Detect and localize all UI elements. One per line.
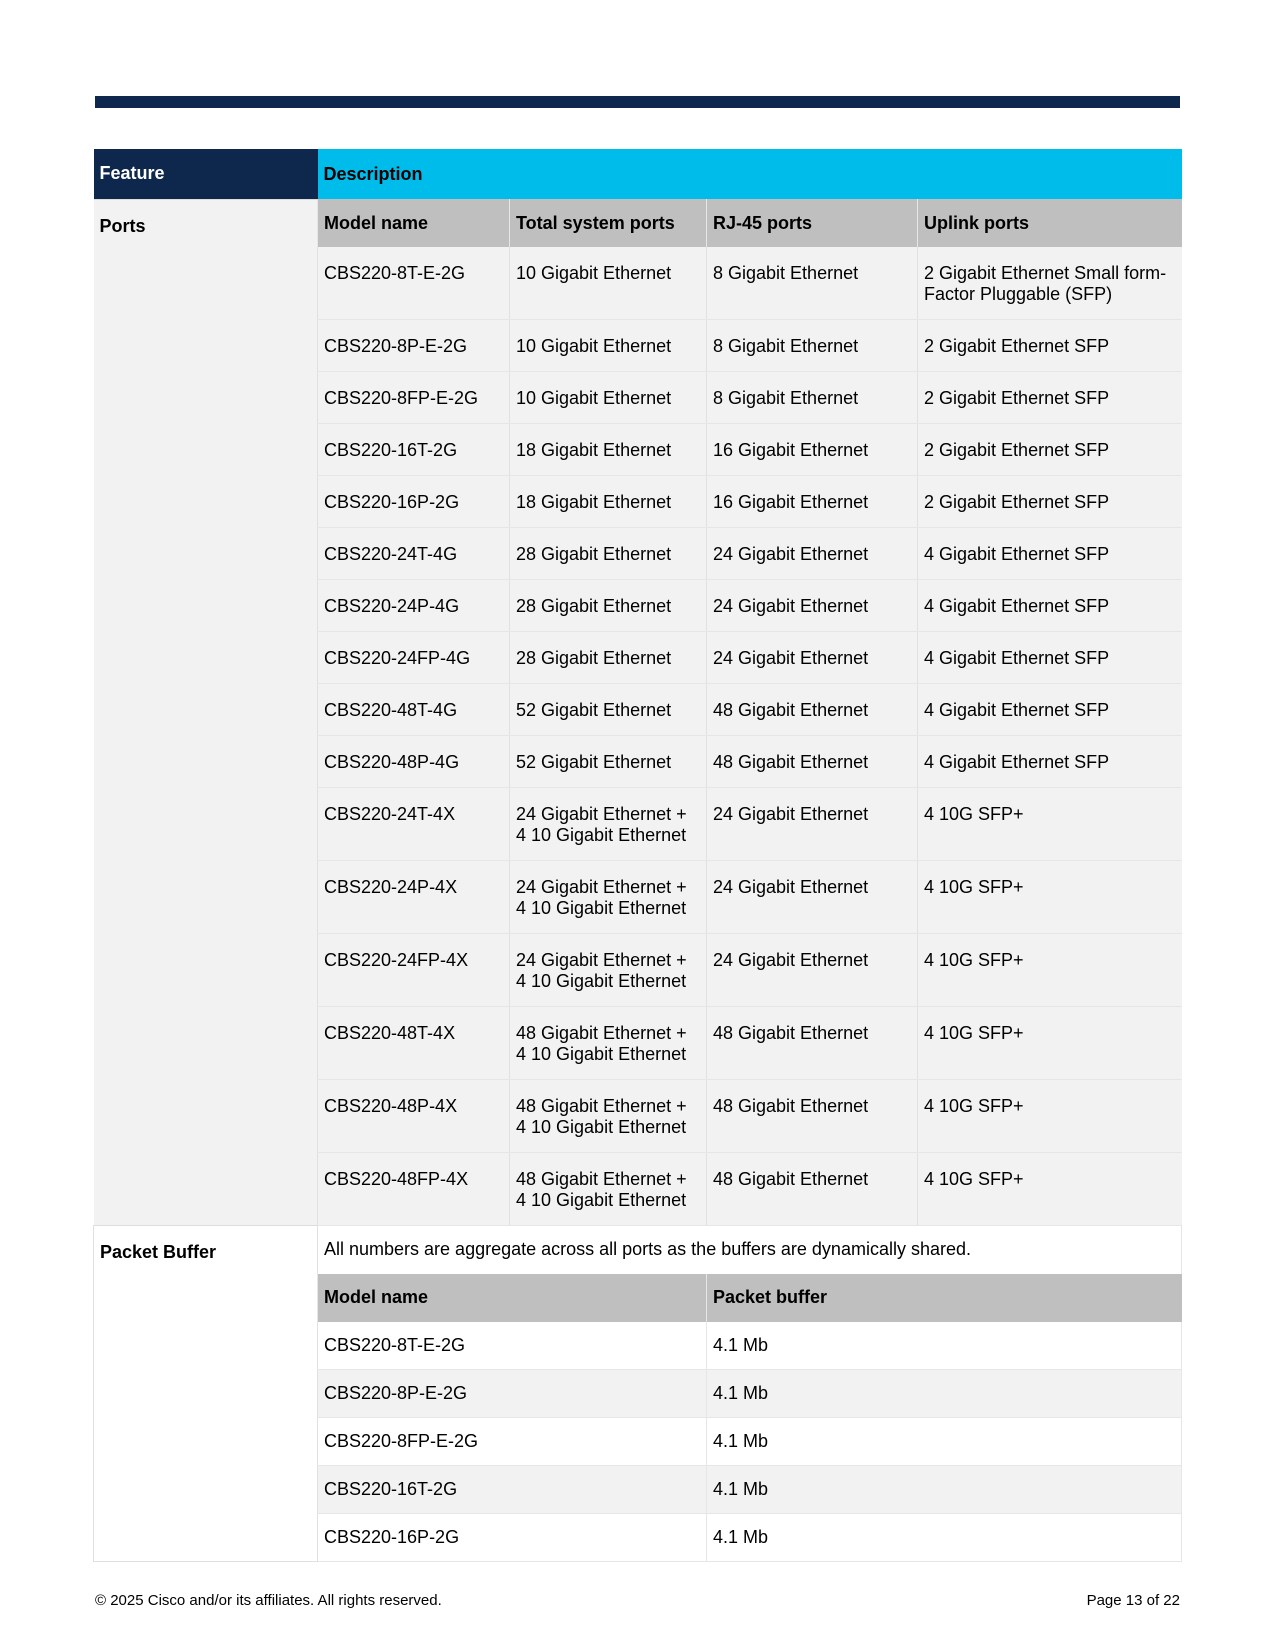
table-cell: CBS220-8FP-E-2G [318, 372, 510, 424]
table-cell: 4 Gigabit Ethernet SFP [918, 632, 1182, 684]
table-cell: 52 Gigabit Ethernet [510, 684, 707, 736]
packet-buffer-note-row [94, 1226, 1182, 1274]
table-cell: 4.1 Mb [707, 1466, 1182, 1514]
table-cell: 4 Gigabit Ethernet SFP [918, 684, 1182, 736]
table-cell: CBS220-16P-2G [318, 1514, 707, 1562]
description-column-header: Description [318, 149, 1182, 199]
table-cell: CBS220-24T-4X [318, 788, 510, 861]
table-cell: CBS220-48T-4X [318, 1007, 510, 1080]
table-cell: CBS220-24FP-4G [318, 632, 510, 684]
table-cell: 4 10G SFP+ [918, 861, 1182, 934]
ports-column-header: Uplink ports [918, 199, 1182, 247]
table-cell: 10 Gigabit Ethernet [510, 320, 707, 372]
ports-column-header: RJ-45 ports [707, 199, 918, 247]
table-cell: 4 10G SFP+ [918, 1007, 1182, 1080]
table-cell: 24 Gigabit Ethernet [707, 528, 918, 580]
table-cell: 4 Gigabit Ethernet SFP [918, 736, 1182, 788]
table-cell: 4.1 Mb [707, 1514, 1182, 1562]
table-cell: 18 Gigabit Ethernet [510, 424, 707, 476]
table-cell: 4 10G SFP+ [918, 788, 1182, 861]
feature-column-header: Feature [94, 149, 318, 199]
table-cell: 28 Gigabit Ethernet [510, 632, 707, 684]
ports-column-header: Model name [318, 199, 510, 247]
table-cell: 2 Gigabit Ethernet SFP [918, 424, 1182, 476]
table-cell: CBS220-24T-4G [318, 528, 510, 580]
table-cell: CBS220-16T-2G [318, 424, 510, 476]
table-cell: CBS220-16P-2G [318, 476, 510, 528]
table-cell: CBS220-48T-4G [318, 684, 510, 736]
packet-buffer-column-header: Packet buffer [707, 1274, 1182, 1322]
table-cell: CBS220-24P-4X [318, 861, 510, 934]
table-cell: 4.1 Mb [707, 1370, 1182, 1418]
table-cell: 2 Gigabit Ethernet SFP [918, 476, 1182, 528]
table-cell: CBS220-48FP-4X [318, 1153, 510, 1226]
table-cell: 10 Gigabit Ethernet [510, 247, 707, 320]
table-cell: 16 Gigabit Ethernet [707, 424, 918, 476]
table-cell: 24 Gigabit Ethernet [707, 934, 918, 1007]
table-cell: 48 Gigabit Ethernet [707, 1080, 918, 1153]
table-cell: 4 Gigabit Ethernet SFP [918, 580, 1182, 632]
table-cell: 4 10G SFP+ [918, 1080, 1182, 1153]
table-cell: CBS220-48P-4G [318, 736, 510, 788]
feature-packet-buffer-label: Packet Buffer [94, 1226, 318, 1562]
table-cell: 24 Gigabit Ethernet + 4 10 Gigabit Ethernet [510, 861, 707, 934]
table-cell: 2 Gigabit Ethernet Small form-Factor Pluggable (SFP) [918, 247, 1182, 320]
table-cell: 24 Gigabit Ethernet [707, 580, 918, 632]
table-cell: 4.1 Mb [707, 1418, 1182, 1466]
table-cell: 24 Gigabit Ethernet + 4 10 Gigabit Ethernet [510, 788, 707, 861]
table-cell: CBS220-8P-E-2G [318, 320, 510, 372]
table-cell: 48 Gigabit Ethernet + 4 10 Gigabit Ethernet [510, 1007, 707, 1080]
table-cell: 24 Gigabit Ethernet [707, 788, 918, 861]
footer-copyright: © 2025 Cisco and/or its affiliates. All rights reserved. [95, 1592, 442, 1609]
spec-table [93, 149, 1182, 1562]
table-cell: CBS220-8FP-E-2G [318, 1418, 707, 1466]
table-cell: 48 Gigabit Ethernet [707, 1007, 918, 1080]
table-cell: 48 Gigabit Ethernet [707, 1153, 918, 1226]
table-cell: 4 10G SFP+ [918, 934, 1182, 1007]
table-cell: CBS220-8T-E-2G [318, 247, 510, 320]
table-cell: 24 Gigabit Ethernet [707, 861, 918, 934]
top-accent-bar [95, 96, 1180, 108]
table-cell: 16 Gigabit Ethernet [707, 476, 918, 528]
table-cell: 24 Gigabit Ethernet [707, 632, 918, 684]
feature-ports-label: Ports [94, 199, 318, 1226]
table-cell: 8 Gigabit Ethernet [707, 372, 918, 424]
table-header-row [94, 149, 1182, 199]
table-cell: CBS220-24P-4G [318, 580, 510, 632]
table-cell: 10 Gigabit Ethernet [510, 372, 707, 424]
table-cell: 48 Gigabit Ethernet + 4 10 Gigabit Ethernet [510, 1153, 707, 1226]
packet-buffer-column-header: Model name [318, 1274, 707, 1322]
ports-header-row [94, 199, 1182, 247]
table-cell: 48 Gigabit Ethernet [707, 684, 918, 736]
packet-buffer-note: All numbers are aggregate across all ports as the buffers are dynamically shared. [318, 1226, 1182, 1274]
table-cell: CBS220-24FP-4X [318, 934, 510, 1007]
table-cell: 4 10G SFP+ [918, 1153, 1182, 1226]
table-cell: 24 Gigabit Ethernet + 4 10 Gigabit Ethernet [510, 934, 707, 1007]
table-cell: CBS220-8T-E-2G [318, 1322, 707, 1370]
table-cell: CBS220-16T-2G [318, 1466, 707, 1514]
table-cell: 52 Gigabit Ethernet [510, 736, 707, 788]
table-cell: 8 Gigabit Ethernet [707, 247, 918, 320]
table-cell: 4.1 Mb [707, 1322, 1182, 1370]
table-cell: 8 Gigabit Ethernet [707, 320, 918, 372]
table-cell: 28 Gigabit Ethernet [510, 580, 707, 632]
table-cell: 48 Gigabit Ethernet + 4 10 Gigabit Ethernet [510, 1080, 707, 1153]
ports-column-header: Total system ports [510, 199, 707, 247]
footer-page-number: Page 13 of 22 [1086, 1592, 1180, 1609]
table-cell: 4 Gigabit Ethernet SFP [918, 528, 1182, 580]
table-cell: CBS220-8P-E-2G [318, 1370, 707, 1418]
table-cell: CBS220-48P-4X [318, 1080, 510, 1153]
table-cell: 2 Gigabit Ethernet SFP [918, 320, 1182, 372]
table-cell: 48 Gigabit Ethernet [707, 736, 918, 788]
table-cell: 2 Gigabit Ethernet SFP [918, 372, 1182, 424]
table-cell: 18 Gigabit Ethernet [510, 476, 707, 528]
table-cell: 28 Gigabit Ethernet [510, 528, 707, 580]
